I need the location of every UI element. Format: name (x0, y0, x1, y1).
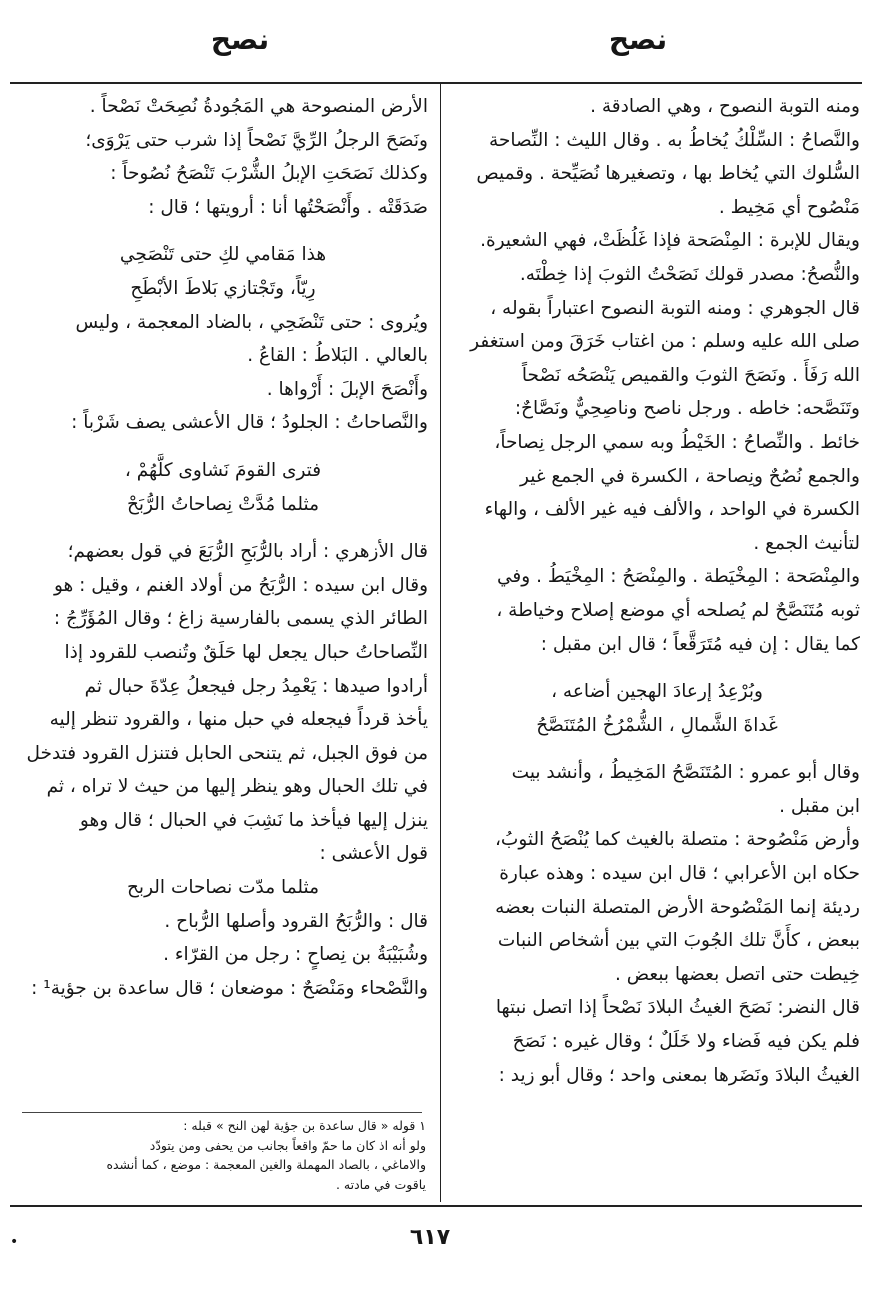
text-line: ويقال للإبرة : المِنْصَحة فإذا غَلُظَتْ، فهي الشعيرة. (480, 230, 860, 252)
verse-line: رِيّاً، وتَجْتازي بَلاطَ الأبْطَحِ (130, 277, 316, 299)
text-line: وقال ابن سيده : الرُّبَحُ من أولاد الغنم ، وقيل : هو (53, 574, 428, 596)
text-line: صَدَقَتْه . وأَنْصَحْتُها أنا : أرويتها ؛ قال : (148, 196, 428, 218)
text-line: مَنْصُوح أي مَخِيط . (718, 196, 860, 218)
text-line: لتأنيث الجمع . (753, 532, 860, 554)
text-line: ينزل إليها فيأخذ ما نَشِبَ في الحبال ؛ قال وهو (79, 809, 428, 831)
text-line: فلم يكن فيه فَضاء ولا خَلَلٌ ؛ وقال غيره : نَصَحَ (512, 1031, 860, 1053)
text-line: والنَّصاحاتُ : الجلودُ ؛ قال الأعشى يصف شَرْباً : (71, 412, 428, 434)
text-line: خِيطت حتى اتصل بعضها ببعض . (614, 963, 860, 985)
footnote-line: والاماغي ، بالصاد المهملة والغين المعجمة : موضع ، كما أنشده (106, 1157, 426, 1172)
text-line: وأرض مَنْصُوحة : متصلة بالغيث كما يُنْصَحُ الثوبُ، (494, 829, 860, 851)
footnote-line: ياقوت في مادته . (335, 1176, 426, 1192)
text-line: وشُبَيْبَةُ بن نِصاحٍ : رجل من القرّاء . (163, 944, 428, 966)
text-line: ونَصَحَ الرجلُ الرِّيَّ نَصْحاً إذا شرب حتى يَرْوَى؛ (85, 129, 428, 151)
footnote-rule (22, 1112, 422, 1113)
text-line: الله رَفَأَ . ونَصَحَ الثوبَ والقميص يَنْصَحُه نَصْحاً (521, 364, 860, 386)
text-line: الغيثُ البلادَ ونَضَرها بمعنى واحد ؛ وقال أبو زيد : (498, 1064, 860, 1086)
text-line: السُّلوك التي يُخاط بها ، وتصغيرها نُصَيِّحة . وقميص (476, 163, 860, 185)
bottom-rule (10, 1205, 862, 1207)
text-line: خائط . والنِّصاحُ : الخَيْطُ وبه سمي الرجل نِصاحاً، (494, 431, 860, 453)
text-line: ابن مقبل . (779, 795, 860, 817)
text-line: والنُّصحُ: مصدر قولك نَصَحْتُ الثوبَ إذا خِطْتَه. (519, 263, 860, 285)
text-line: الأرض المنصوحة هي المَجُودةُ نُصِحَتْ نَصْحاً . (89, 96, 428, 117)
verse-line: غَداةَ الشَّمالِ ، الشُّمْرُخُ المُتَنَصَّحُ (536, 714, 778, 736)
text-line: قال : والرُّبَحُ القرود وأصلها الرُّباح . (164, 910, 428, 932)
text-line: وقال أبو عمرو : المُتَنَصَّحُ المَخِيطُ ، وأنشد بيت (511, 762, 860, 784)
text-line: وتَنَصَّحه: خاطه . ورجل ناصح وناصِحِيٌّ ونَصَّاحٌ: (514, 398, 860, 420)
verse-line: مثلما مدّت نصاحات الربح (126, 877, 320, 899)
text-line: ثوبه مُتَنَصَّحٌ لم يُصلحه أي موضع إصلاح وخياطة ، (496, 599, 860, 621)
verse-line: فترى القومَ نَشاوى كلَّهُمْ ، (124, 459, 322, 481)
footnote-line: ولو أنه اذ كان ما حمّ واقعاً بجانب من يحفى ومن يتودّد (149, 1137, 426, 1153)
text-line: وكذلك نَصَحَتِ الإبلُ الشُّرْبَ تَنْصَحُ نُصُوحاً : (110, 163, 428, 185)
headword-left: نصح (210, 23, 270, 56)
footnote-line: ١ قوله « قال ساعدة بن جؤية لهن النح » قبله : (183, 1118, 426, 1133)
text-line: أرادوا صيدها : يَعْمِدُ رجل فيجعلُ عِدّةَ حبال ثم (84, 675, 428, 697)
text-line: قال الجوهري : ومنه التوبة النصوح اعتباراً بقوله ، (490, 297, 860, 319)
text-line: الطائر الذي يسمى بالفارسية زاغ ؛ وقال المُؤَرِّجُ : (53, 608, 428, 630)
footnote (22, 1116, 426, 1194)
text-line: ومنه التوبة النصوح ، وهي الصادقة . (590, 96, 860, 117)
text-line: النِّصاحاتُ حبال يجعل لها حَلَقٌ وتُنصب للقرود إذا (64, 641, 428, 663)
column-divider (440, 84, 441, 1202)
headword-right: نصح (608, 23, 668, 56)
text-line: ويُروى : حتى تَنْضَحِي ، بالضاد المعجمة ، وليس (75, 311, 428, 333)
text-line: والنَّصْحاء ومَنْصَحٌ : موضعان ؛ قال ساعدة بن جؤية¹ : (31, 977, 428, 999)
text-line: من فوق الجبل، ثم يتنحى الحابل فتنزل القرود فتدخل (26, 742, 428, 764)
text-line: في تلك الحبال وهو ينظر إليها من حيث لا تراه ، ثم (46, 776, 428, 798)
text-line: قول الأعشى : (319, 843, 428, 865)
text-line: والجمع نُصُحٌ ونِصاحة ، الكسرة في الجمع غير (520, 465, 860, 487)
top-rule (10, 82, 862, 84)
verse-line: وبُرْعِدُ إرعادَ الهجين أضاعه ، (551, 681, 763, 703)
text-line: بالعالي . البَلاطُ : القاعُ . (247, 345, 428, 367)
text-line: يأخذ قرداً فيجعله في حبل منها ، والقرود تنظر إليه (49, 709, 428, 731)
right-column (454, 90, 860, 1092)
text-line: حكاه ابن الأعرابي ؛ قال ابن سيده : وهذه عبارة (499, 863, 860, 885)
text-line: الكسرة في الواحد ، والألف فيه غير الألف ، والهاء (484, 499, 860, 521)
text-line: كما يقال : إن فيه مُتَرَقَّعاً ؛ قال ابن مقبل : (540, 633, 860, 655)
text-line: قال النضر: نَصَحَ الغيثُ البلادَ نَصْحاً إذا اتصل نبتها (495, 997, 860, 1019)
text-line: وأَنْصَحَ الإبلَ : أَرْواها . (266, 378, 428, 400)
verse-line: هذا مَقامي لكِ حتى تَنْصَحِي (119, 244, 327, 266)
left-column (18, 90, 428, 1005)
text-line: قال الأزهري : أراد بالرُّبَحِ الرُّبَعَ في قول بعضهم؛ (67, 541, 428, 563)
text-line: والنَّصاحُ : السِّلْكُ يُخاطُ به . وقال الليث : النِّصاحة (489, 129, 860, 151)
margin-dot: • (10, 1234, 19, 1250)
text-line: رديئة إنما المَنْصُوحة الأرض المتصلة النبات بعضه (495, 896, 860, 918)
text-line: والمِنْصَحة : المِخْيَطة . والمِنْصَحُ : المِخْيَطُ . وفي (497, 566, 860, 588)
page-number: ٦١٧ (409, 1225, 451, 1250)
text-line: صلى الله عليه وسلم : من اغتاب خَرَقَ ومن استغفر (470, 331, 860, 353)
text-line: ببعض ، كأَنَّ تلك الجُوبَ التي بين أشخاص النبات (497, 930, 860, 952)
verse-line: مثلما مُدَّتْ نِصاحاتُ الرُّبَحْ (126, 493, 320, 515)
